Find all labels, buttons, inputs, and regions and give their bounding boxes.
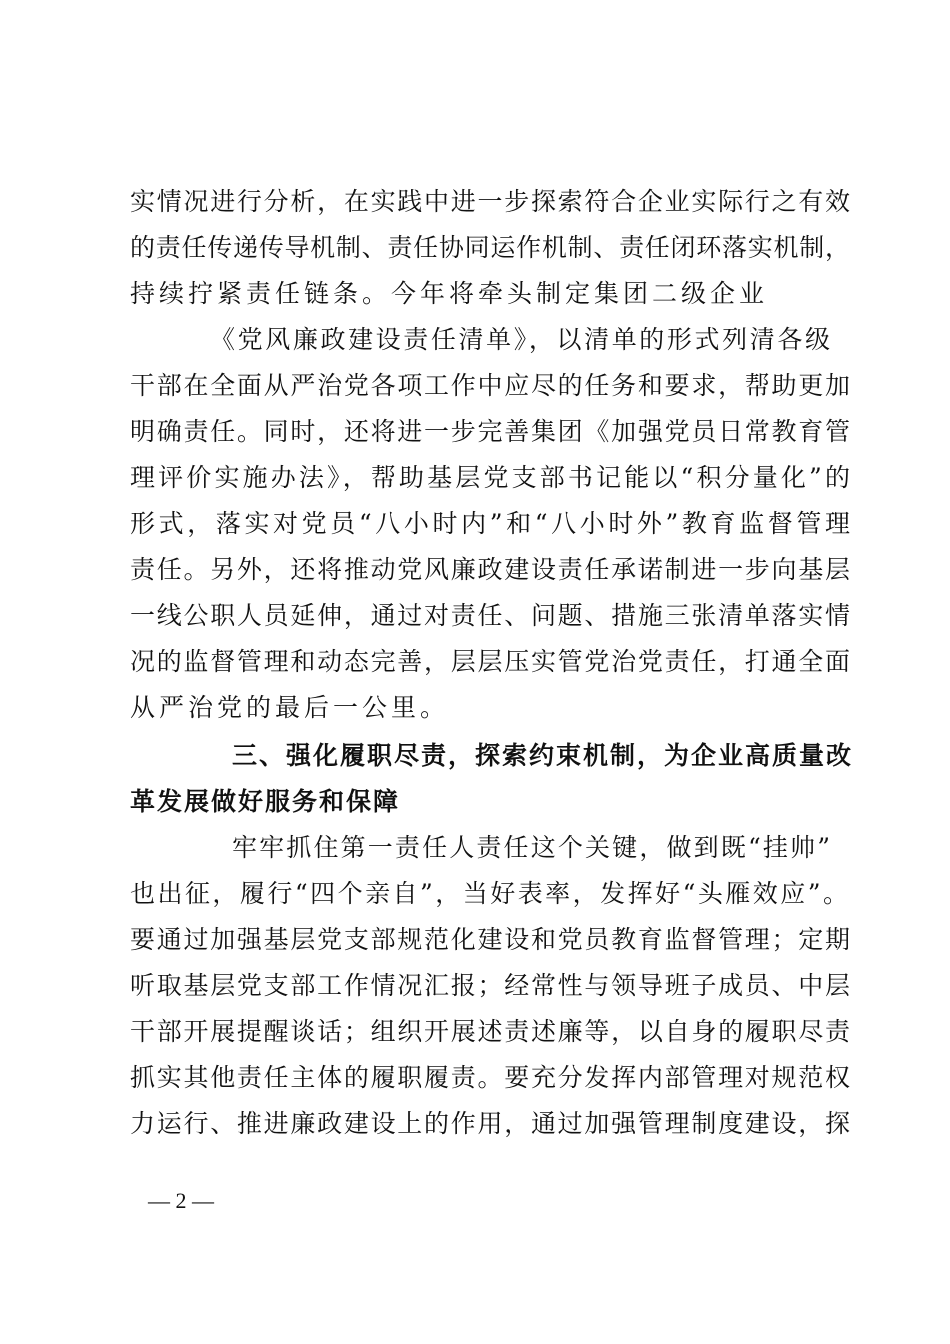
text-line: 理评价实施办法》，帮助基层党支部书记能以“积分量化”的 [130, 463, 850, 492]
text-line: 要通过加强基层党支部规范化建设和党员教育监督管理；定期 [130, 925, 850, 954]
heading-line: 革发展做好服务和保障 [130, 787, 401, 816]
heading-line: 三、强化履职尽责，探索约束机制，为企业高质量改 [232, 741, 854, 770]
text-line: 实情况进行分析，在实践中进一步探索符合企业实际行之有效 [130, 187, 850, 216]
text-line: 况的监督管理和动态完善，层层压实管党治党责任，打通全面 [130, 647, 850, 676]
text-line: 干部开展提醒谈话；组织开展述责述廉等，以自身的履职尽责 [130, 1017, 850, 1046]
text-line: 持续拧紧责任链条。今年将牵头制定集团二级企业 [130, 279, 769, 308]
page-number: — 2 — [148, 1188, 214, 1213]
text-line: 抓实其他责任主体的履职履责。要充分发挥内部管理对规范权 [130, 1063, 850, 1092]
text-line: 力运行、推进廉政建设上的作用，通过加强管理制度建设，探 [130, 1109, 850, 1138]
text-line: 一线公职人员延伸，通过对责任、问题、措施三张清单落实情 [130, 601, 850, 630]
text-line: 《党风廉政建设责任清单》，以清单的形式列清各级 [210, 325, 830, 354]
text-line: 明确责任。同时，还将进一步完善集团《加强党员日常教育管 [130, 417, 850, 446]
text-line: 也出征，履行“四个亲自”，当好表率，发挥好“头雁效应”。 [130, 879, 848, 908]
text-line: 形式，落实对党员“八小时内”和“八小时外”教育监督管理 [130, 509, 850, 538]
text-line: 从严治党的最后一公里。 [130, 693, 450, 722]
text-line: 听取基层党支部工作情况汇报；经常性与领导班子成员、中层 [130, 971, 850, 1000]
text-line: 牢牢抓住第一责任人责任这个关键，做到既“挂帅” [232, 833, 830, 862]
text-line: 责任。另外，还将推动党风廉政建设责任承诺制进一步向基层 [130, 555, 850, 584]
text-line: 的责任传递传导机制、责任协同运作机制、责任闭环落实机制， [130, 233, 850, 262]
text-line: 干部在全面从严治党各项工作中应尽的任务和要求，帮助更加 [130, 371, 850, 400]
